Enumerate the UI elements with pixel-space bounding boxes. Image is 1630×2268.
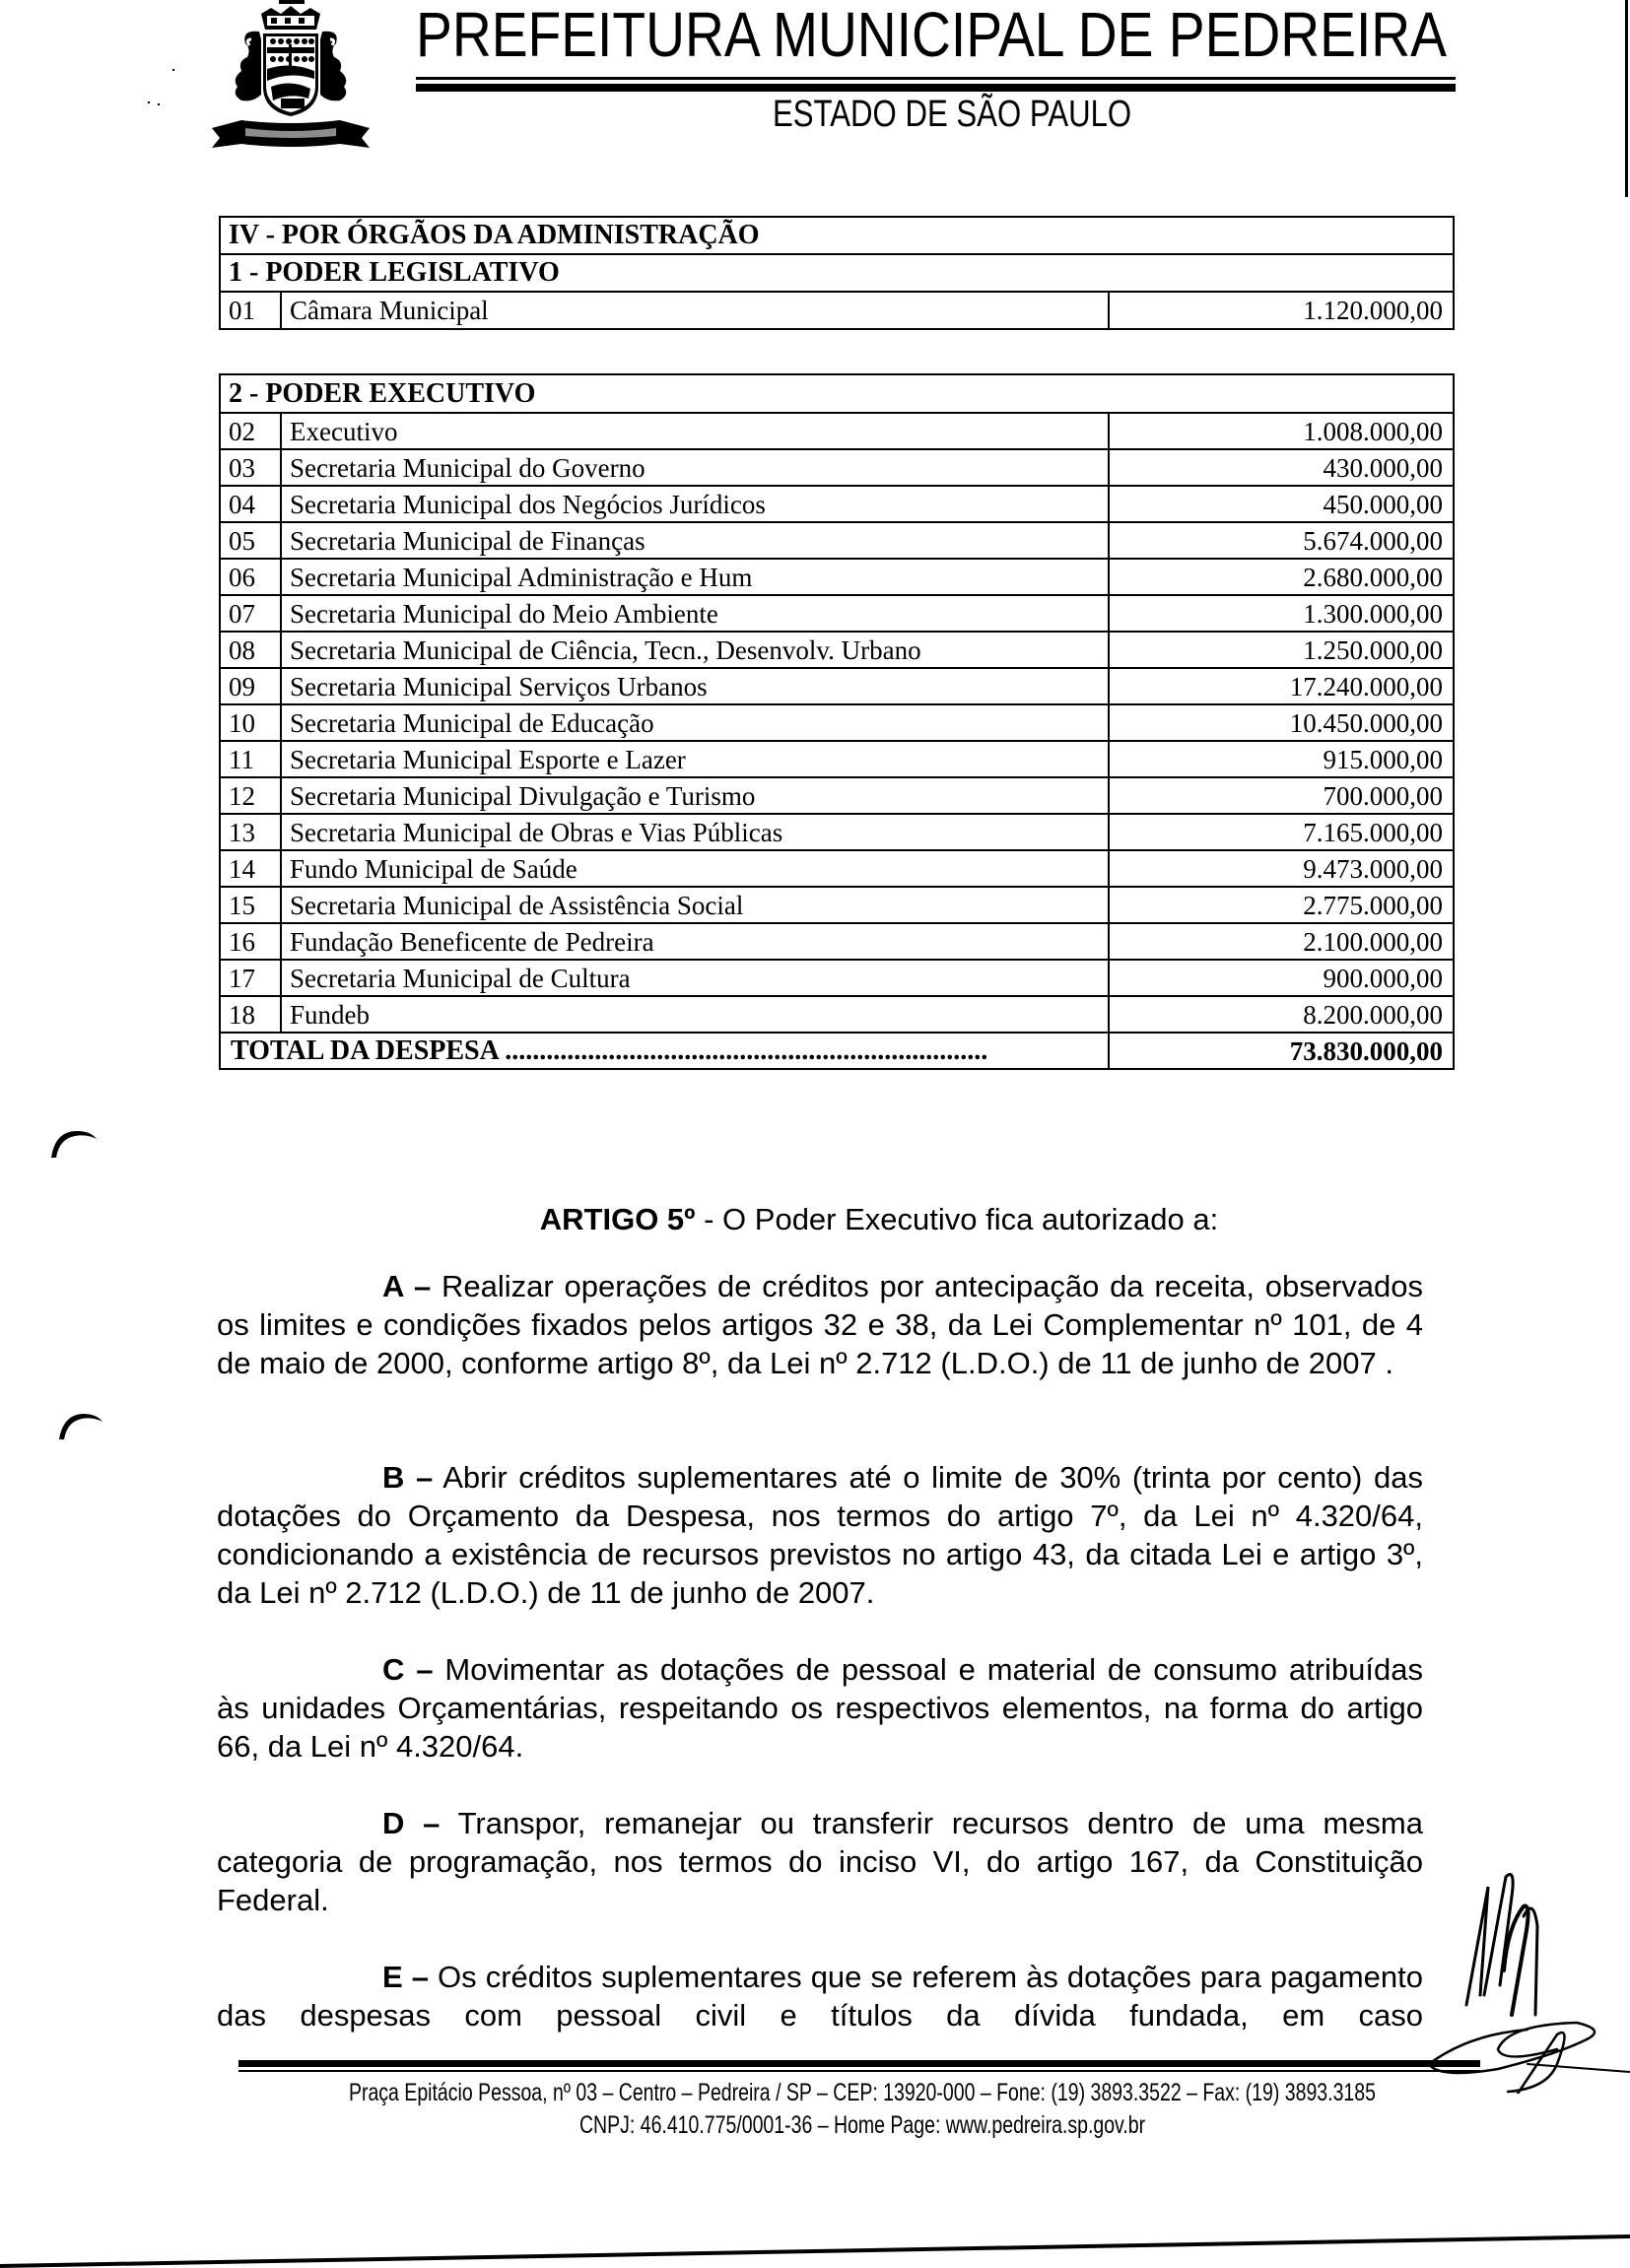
row-value: 7.165.000,00 xyxy=(1109,814,1454,850)
paragraph-letter: A – xyxy=(382,1269,432,1303)
table-row xyxy=(220,850,1454,887)
row-code: 13 xyxy=(220,814,281,850)
paragraph-b xyxy=(217,1458,1423,1612)
row-name: Secretaria Municipal do Governo xyxy=(281,449,1109,486)
table-row xyxy=(220,923,1454,960)
row-code: 04 xyxy=(220,486,281,522)
table-section-row xyxy=(220,217,1454,254)
row-name: Secretaria Municipal de Assistência Social xyxy=(281,887,1109,923)
table-group-row xyxy=(220,254,1454,292)
footer-rule-thin xyxy=(238,2070,1480,2072)
row-value: 915.000,00 xyxy=(1109,741,1454,777)
scan-speck xyxy=(148,101,150,103)
paragraph-d xyxy=(217,1804,1423,1919)
paragraph-letter: C – xyxy=(382,1652,434,1687)
row-value: 1.250.000,00 xyxy=(1109,632,1454,668)
footer-cnpj-text: CNPJ: 46.410.775/0001-36 – Home Page: www.pedreira.sp.gov.br xyxy=(578,2111,1146,2139)
margin-line xyxy=(1625,0,1628,197)
table-row xyxy=(220,595,1454,632)
table-row xyxy=(220,814,1454,850)
subtitle-text: ESTADO DE SÃO PAULO xyxy=(772,94,1132,135)
table-row xyxy=(220,292,1454,329)
row-value: 2.100.000,00 xyxy=(1109,923,1454,960)
row-value: 450.000,00 xyxy=(1109,486,1454,522)
row-value: 2.775.000,00 xyxy=(1109,887,1454,923)
paragraph-text: Realizar operações de créditos por antecipação da receita, observados os limites e condições fixados pelos artigos 32 e 38, da Lei Complementar nº 101, de 4 de maio de 2000, conforme artigo 8º, da Lei nº 2.712 (L.D.O.) de 11 de junho de 2007 . xyxy=(217,1269,1423,1380)
row-value: 1.300.000,00 xyxy=(1109,595,1454,632)
paragraph-e xyxy=(217,1958,1423,2035)
header-rule-thin xyxy=(416,77,1456,80)
page-subtitle xyxy=(690,95,1214,134)
row-code: 14 xyxy=(220,850,281,887)
row-name: Câmara Municipal xyxy=(281,292,1109,329)
footer-address xyxy=(158,2079,1567,2106)
table-total-row xyxy=(220,1033,1454,1069)
row-code: 05 xyxy=(220,522,281,559)
row-code: 18 xyxy=(220,996,281,1033)
row-value: 900.000,00 xyxy=(1109,960,1454,996)
row-value: 5.674.000,00 xyxy=(1109,522,1454,559)
scan-speck xyxy=(158,103,160,105)
article-number: ARTIGO 5º xyxy=(539,1202,696,1236)
scan-speck xyxy=(172,69,174,71)
row-name: Secretaria Municipal dos Negócios Jurídicos xyxy=(281,486,1109,522)
row-value: 700.000,00 xyxy=(1109,777,1454,814)
table-group-row xyxy=(220,374,1454,413)
group-title: 1 - PODER LEGISLATIVO xyxy=(220,254,1454,292)
section-title: IV - POR ÓRGÃOS DA ADMINISTRAÇÃO xyxy=(220,217,1454,254)
row-code: 08 xyxy=(220,632,281,668)
row-name: Fundeb xyxy=(281,996,1109,1033)
row-name: Secretaria Municipal Divulgação e Turismo xyxy=(281,777,1109,814)
paragraph-text: Abrir créditos suplementares até o limite de 30% (trinta por cento) das dotações do Orçamento da Despesa, nos termos do artigo 7º, da Lei nº 4.320/64, condicionando a existência de recursos previstos no artigo 43, da citada Lei e artigo 3º, da Lei nº 2.712 (L.D.O.) de 11 de junho de 2007. xyxy=(217,1460,1423,1610)
row-name: Secretaria Municipal de Ciência, Tecn., Desenvolv. Urbano xyxy=(281,632,1109,668)
row-code: 16 xyxy=(220,923,281,960)
row-value: 430.000,00 xyxy=(1109,449,1454,486)
row-name: Secretaria Municipal de Obras e Vias Públicas xyxy=(281,814,1109,850)
table-row xyxy=(220,413,1454,449)
row-value: 8.200.000,00 xyxy=(1109,996,1454,1033)
row-name: Fundação Beneficente de Pedreira xyxy=(281,923,1109,960)
table-row xyxy=(220,996,1454,1033)
table-row xyxy=(220,777,1454,814)
row-name: Fundo Municipal de Saúde xyxy=(281,850,1109,887)
executivo-table xyxy=(219,373,1455,1070)
row-name: Executivo xyxy=(281,413,1109,449)
group-title: 2 - PODER EXECUTIVO xyxy=(220,374,1454,413)
article-intro: - O Poder Executivo fica autorizado a: xyxy=(695,1202,1219,1236)
row-value: 17.240.000,00 xyxy=(1109,668,1454,704)
table-row xyxy=(220,632,1454,668)
row-code: 06 xyxy=(220,559,281,595)
row-code: 17 xyxy=(220,960,281,996)
coat-of-arms-icon xyxy=(202,0,379,156)
title-text: PREFEITURA MUNICIPAL DE PEDREIRA xyxy=(416,0,1447,70)
table-row xyxy=(220,668,1454,704)
paragraph-letter: E – xyxy=(382,1960,429,1994)
row-value: 9.473.000,00 xyxy=(1109,850,1454,887)
paragraph-c xyxy=(217,1650,1423,1766)
legislativo-table xyxy=(219,216,1455,330)
footer-rule-thick xyxy=(238,2060,1480,2067)
row-code: 12 xyxy=(220,777,281,814)
punch-mark-icon xyxy=(55,1407,109,1441)
paragraph-text: Os créditos suplementares que se referem às dotações para pagamento das despesas com pessoal civil e títulos da dívida fundada, em caso xyxy=(217,1960,1424,2033)
row-code: 01 xyxy=(220,292,281,329)
article-title xyxy=(217,1200,1423,1238)
punch-mark-icon xyxy=(47,1125,102,1160)
row-name: Secretaria Municipal Serviços Urbanos xyxy=(281,668,1109,704)
table-row xyxy=(220,704,1454,741)
table-row xyxy=(220,887,1454,923)
page-title xyxy=(416,0,1447,69)
footer-cnpj xyxy=(158,2111,1567,2139)
row-code: 07 xyxy=(220,595,281,632)
row-code: 10 xyxy=(220,704,281,741)
row-name: Secretaria Municipal Administração e Hum xyxy=(281,559,1109,595)
row-code: 03 xyxy=(220,449,281,486)
row-code: 02 xyxy=(220,413,281,449)
row-value: 10.450.000,00 xyxy=(1109,704,1454,741)
row-value: 1.008.000,00 xyxy=(1109,413,1454,449)
paragraph-letter: B – xyxy=(382,1460,434,1495)
row-name: Secretaria Municipal do Meio Ambiente xyxy=(281,595,1109,632)
row-value: 2.680.000,00 xyxy=(1109,559,1454,595)
header-rule-thick xyxy=(416,84,1456,92)
table-row xyxy=(220,559,1454,595)
paragraph-a xyxy=(217,1267,1423,1382)
paragraph-letter: D – xyxy=(382,1806,441,1840)
paragraph-text: Transpor, remanejar ou transferir recursos dentro de uma mesma categoria de programação, nos termos do inciso VI, do artigo 167, da Constituição Federal. xyxy=(217,1806,1423,1917)
row-code: 09 xyxy=(220,668,281,704)
table-row xyxy=(220,522,1454,559)
table-row xyxy=(220,741,1454,777)
scan-edge-line xyxy=(0,2227,1630,2268)
table-row xyxy=(220,449,1454,486)
row-name: Secretaria Municipal de Educação xyxy=(281,704,1109,741)
row-value: 1.120.000,00 xyxy=(1109,292,1454,329)
total-value: 73.830.000,00 xyxy=(1109,1033,1454,1069)
table-row xyxy=(220,486,1454,522)
row-name: Secretaria Municipal Esporte e Lazer xyxy=(281,741,1109,777)
row-code: 11 xyxy=(220,741,281,777)
row-name: Secretaria Municipal de Cultura xyxy=(281,960,1109,996)
row-code: 15 xyxy=(220,887,281,923)
paragraph-text: Movimentar as dotações de pessoal e material de consumo atribuídas às unidades Orçamentárias, respeitando os respectivos elementos, na forma do artigo 66, da Lei nº 4.320/64. xyxy=(217,1652,1423,1764)
footer-address-text: Praça Epitácio Pessoa, nº 03 – Centro – Pedreira / SP – CEP: 13920-000 – Fone: (19) 3893.3522 – Fax: (19) 3893.3185 xyxy=(348,2079,1377,2106)
row-name: Secretaria Municipal de Finanças xyxy=(281,522,1109,559)
table-row xyxy=(220,960,1454,996)
total-label: TOTAL DA DESPESA ...................................................................... xyxy=(220,1033,1109,1069)
